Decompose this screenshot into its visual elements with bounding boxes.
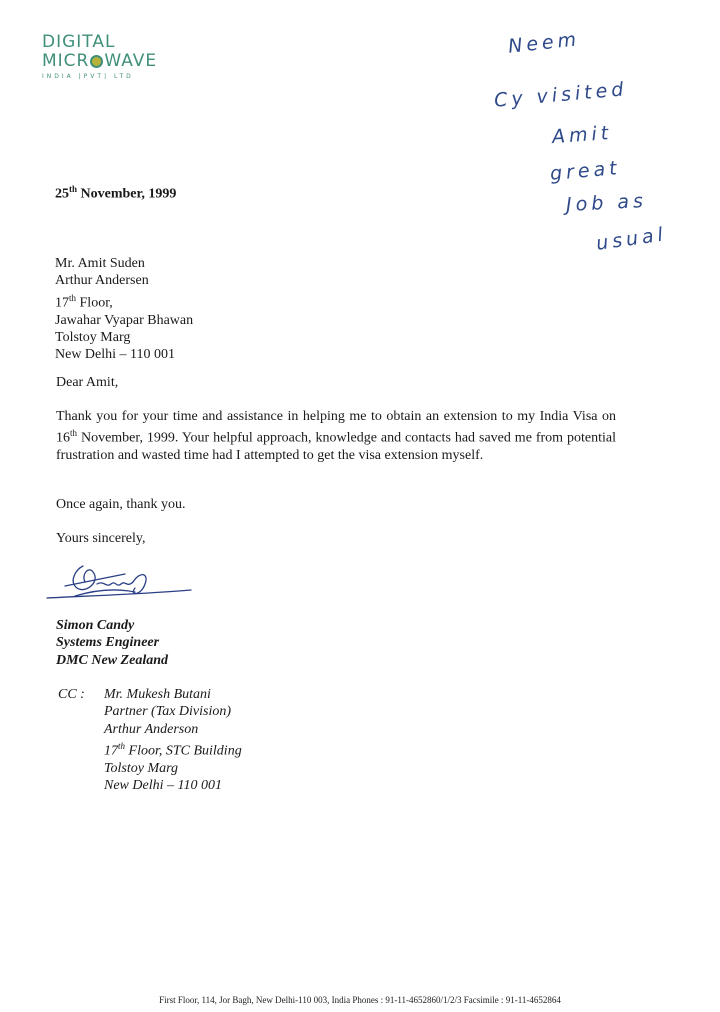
signer-block xyxy=(56,617,168,669)
cc-address xyxy=(104,686,242,794)
logo-line-2-start: MICR xyxy=(42,51,90,71)
date-day: 25 xyxy=(55,186,69,202)
cc-label: CC : xyxy=(58,687,85,702)
floor-number: 17 xyxy=(55,295,69,311)
signer-organization: DMC New Zealand xyxy=(56,652,168,668)
date-rest: November, 1999 xyxy=(77,186,177,202)
salutation: Dear Amit, xyxy=(56,375,119,390)
logo-subline: INDIA |PVT| LTD xyxy=(42,73,134,80)
handwritten-line: Neem xyxy=(507,28,582,58)
floor-rest: Floor, xyxy=(76,295,113,311)
recipient-company: Arthur Andersen xyxy=(55,273,149,289)
cc-role: Partner (Tax Division) xyxy=(104,704,232,720)
date-suffix: th xyxy=(69,184,78,194)
cc-floor-rest: Floor, STC Building xyxy=(125,743,242,759)
cc-street: Tolstoy Marg xyxy=(104,760,179,776)
recipient-name: Mr. Amit Suden xyxy=(55,256,145,271)
floor-suffix: th xyxy=(69,292,77,303)
recipient-street: Tolstoy Marg xyxy=(55,329,131,345)
body-text-1: Thank you for your time and assistance in helping me to obtain an extension to my India Visa on 16 xyxy=(56,409,616,446)
recipient-city: New Delhi – 110 001 xyxy=(55,347,176,363)
recipient-floor xyxy=(55,290,193,312)
handwritten-line: Job as xyxy=(565,189,648,217)
body-paragraph xyxy=(56,408,616,465)
logo-line-2-end: WAVE xyxy=(104,51,158,71)
recipient-building: Jawahar Vyapar Bhawan xyxy=(55,312,194,328)
cc-floor-suffix: th xyxy=(118,740,126,751)
cc-company: Arthur Anderson xyxy=(104,721,199,737)
handwritten-line: usual xyxy=(594,223,669,255)
handwritten-line: Amit xyxy=(551,121,613,149)
cc-floor-number: 17 xyxy=(104,743,118,759)
closing: Yours sincerely, xyxy=(56,531,146,546)
logo-line-2 xyxy=(42,52,157,71)
logo-line-1: DIGITAL xyxy=(42,32,116,52)
cc-floor xyxy=(104,738,242,760)
cc-name: Mr. Mukesh Butani xyxy=(104,687,211,702)
letterhead-footer: First Floor, 114, Jor Bagh, New Delhi-110 003, India Phones : 91-11-4652860/1/2/3 Facsimile : 91-11-4652864 xyxy=(159,995,561,1005)
recipient-address xyxy=(55,255,193,363)
handwritten-line: Cy visited xyxy=(493,78,629,112)
letter-date xyxy=(55,184,176,203)
handwritten-signature xyxy=(45,552,195,612)
body-sup: th xyxy=(70,428,78,439)
signer-name: Simon Candy xyxy=(56,618,135,633)
handwritten-line: great xyxy=(549,156,622,186)
signer-title: Systems Engineer xyxy=(56,635,160,651)
body-text-2: November, 1999. Your helpful approach, knowledge and contacts had saved me from potential frustration and wasted time had I attempted to get the visa extension myself. xyxy=(56,430,616,464)
cc-city: New Delhi – 110 001 xyxy=(104,778,222,794)
company-logo xyxy=(42,33,157,80)
thanks-line: Once again, thank you. xyxy=(56,497,186,512)
logo-globe-icon xyxy=(90,55,103,68)
